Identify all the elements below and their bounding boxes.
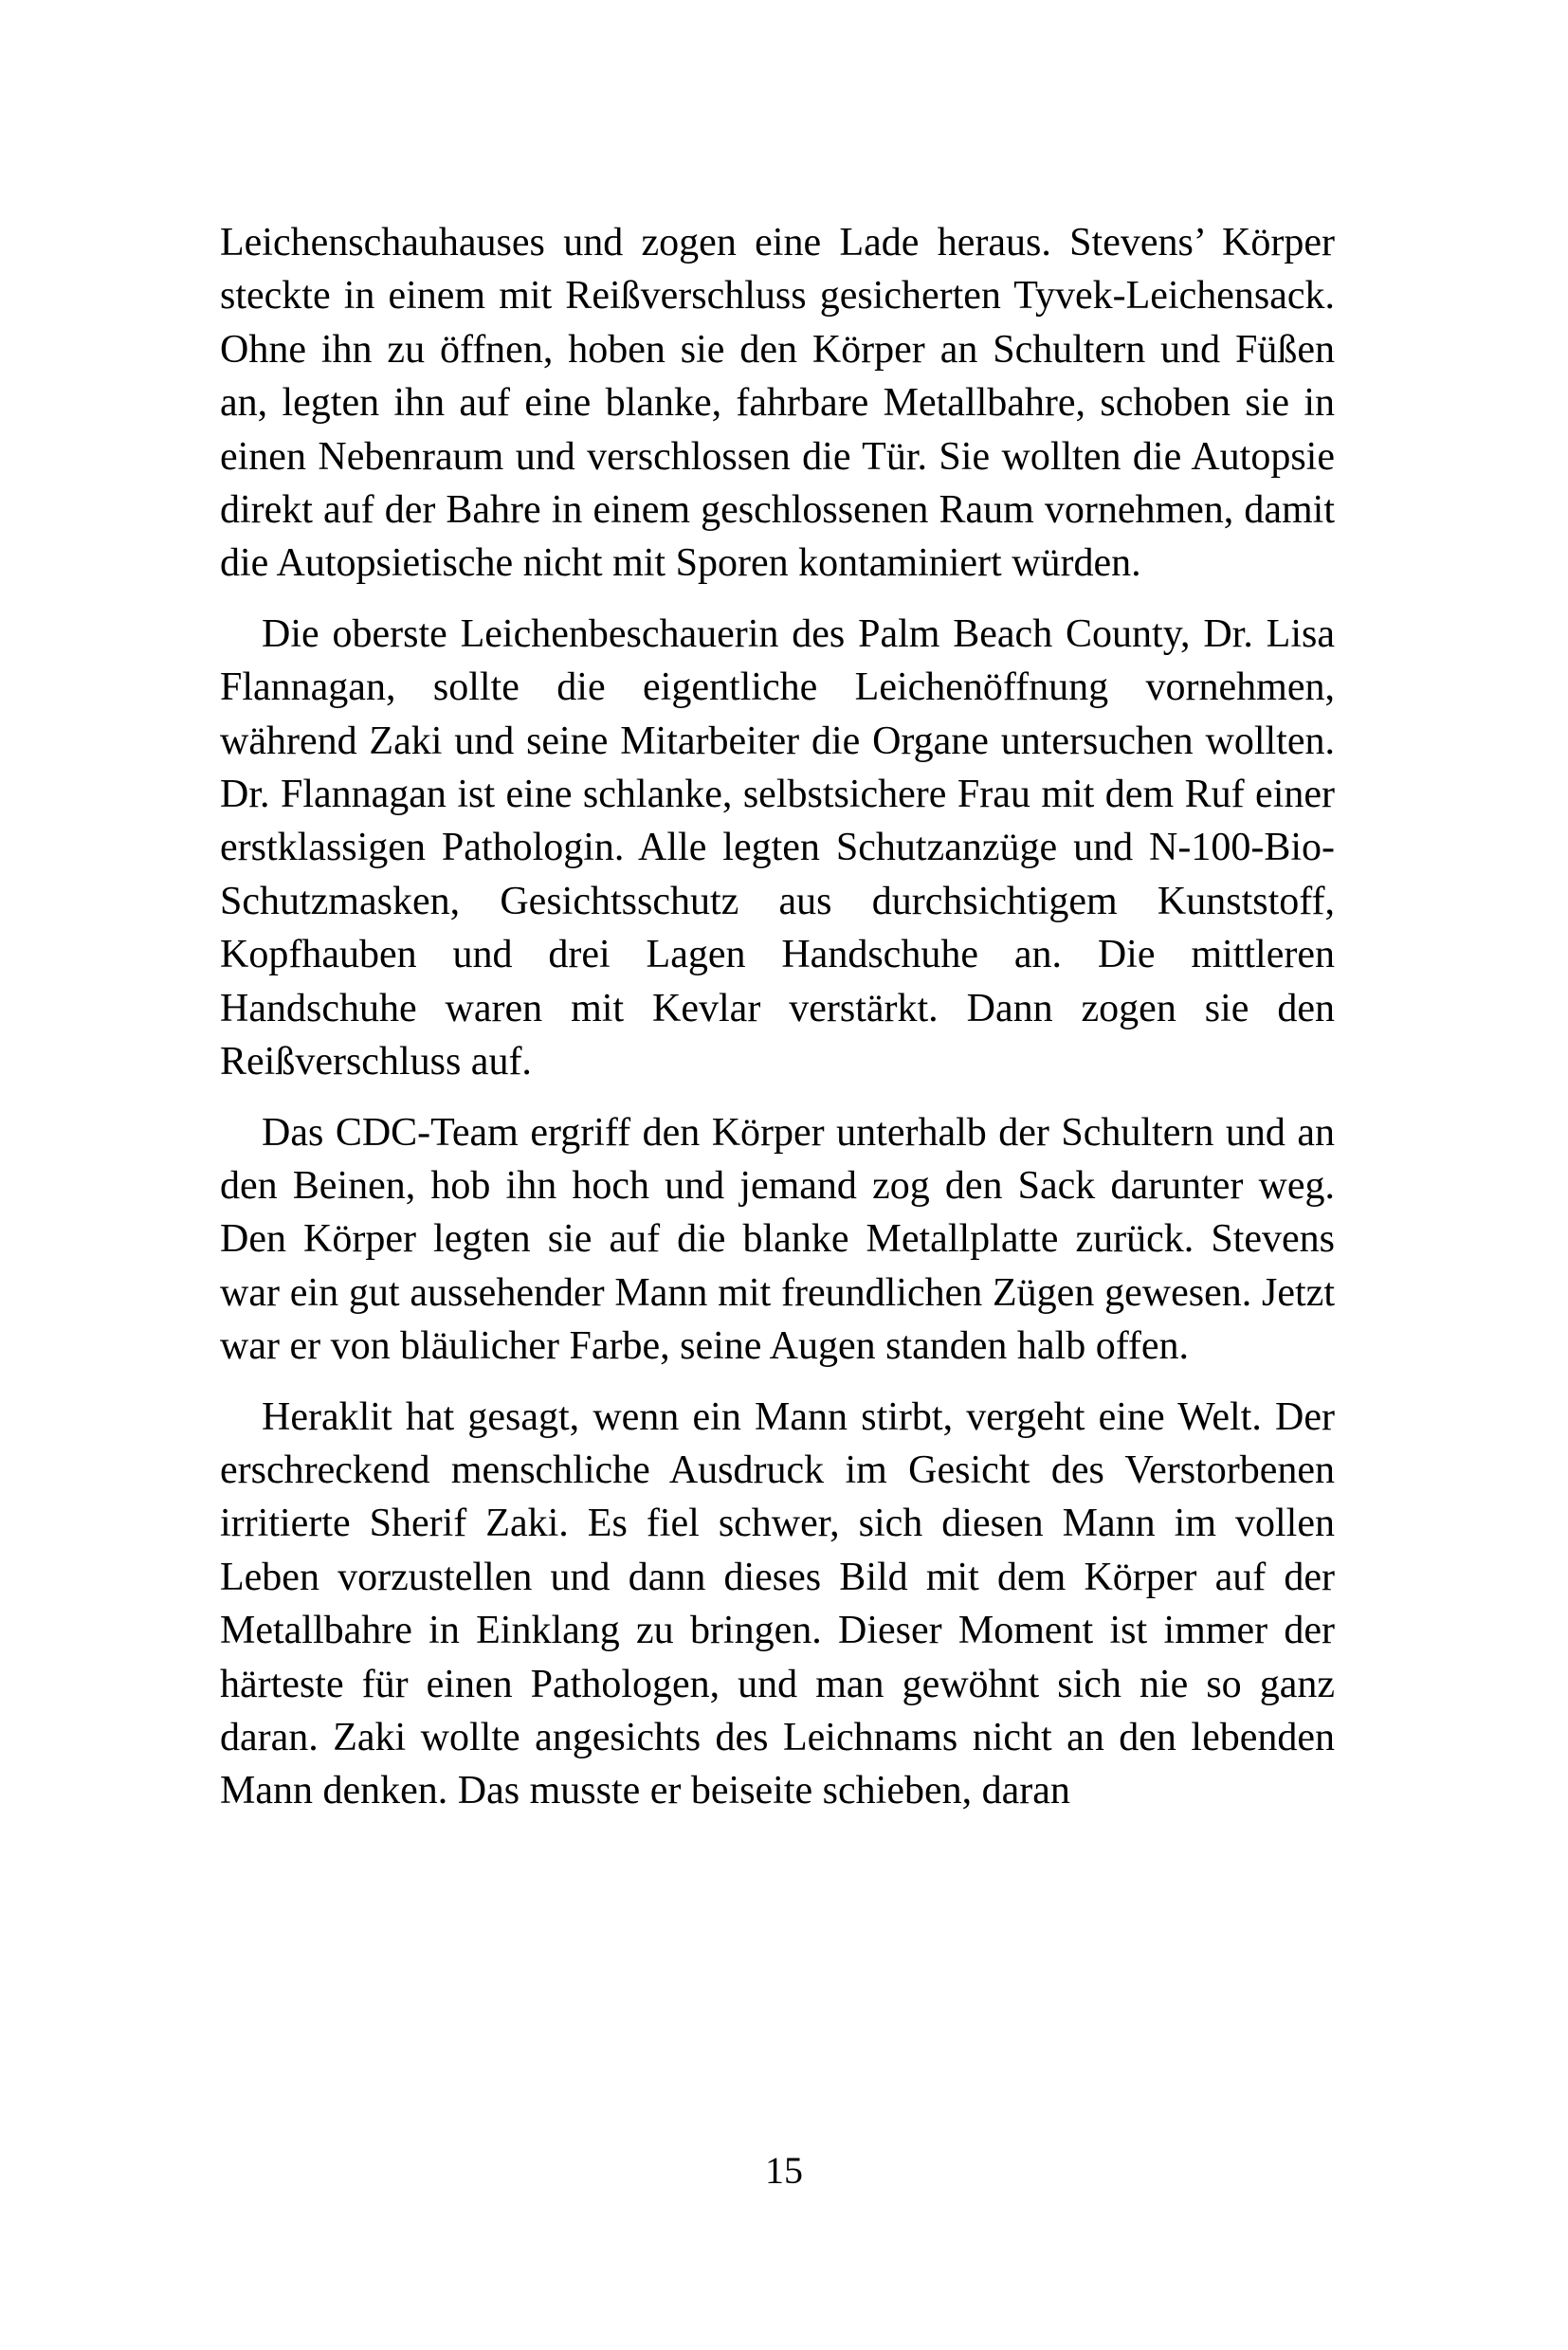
paragraph-3: Das CDC-Team ergriff den Körper unterhalb der Schultern und an den Beinen, hob ihn hoch und jemand zog den Sack darunter weg. Den Körper legten sie auf die blanke Metallplatte zurück. Stevens war ein gut aussehender Mann mit freundlichen Zügen gewesen. Jetzt war er von bläulicher Farbe, seine Augen standen halb offen. — [220, 1110, 1335, 1369]
paragraph-1: Leichenschauhauses und zogen eine Lade heraus. Stevens’ Körper steckte in einem mit Reißverschluss gesicherten Tyvek-Leichensack. Ohne ihn zu öffnen, hoben sie den Körper an Schultern und Füßen an, legten ihn auf eine blanke, fahrbare Metallbahre, schoben sie in einen Nebenraum und verschlossen die Tür. Sie wollten die Autopsie direkt auf der Bahre in einem geschlossenen Raum vornehmen, damit die Autopsietische nicht mit Sporen kontaminiert würden. — [220, 221, 1335, 586]
paragraph-2: Die oberste Leichenbeschauerin des Palm Beach County, Dr. Lisa Flannagan, sollte die eigentliche Leichenöffnung vornehmen, während Zaki und seine Mitarbeiter die Organe untersuchen wollten. Dr. Flannagan ist eine schlanke, selbstsichere Frau mit dem Ruf einer erstklassigen Pathologin. Alle legten Schutzanzüge und N-100-Bio-Schutzmasken, Gesichtsschutz aus durchsichtigem Kunststoff, Kopfhauben und drei Lagen Handschuhe an. Die mittleren Handschuhe waren mit Kevlar verstärkt. Dann zogen sie den Reißverschluss auf. — [220, 611, 1335, 1084]
page-number: 15 — [765, 2149, 803, 2192]
paragraph-4: Heraklit hat gesagt, wenn ein Mann stirbt, vergeht eine Welt. Der erschreckend menschliche Ausdruck im Gesicht des Verstorbenen irritierte Sherif Zaki. Es fiel schwer, sich diesen Mann im vollen Leben vorzustellen und dann dieses Bild mit dem Körper auf der Metallbahre in Einklang zu bringen. Dieser Moment ist immer der härteste für einen Pathologen, und man gewöhnt sich nie so ganz daran. Zaki wollte angesichts des Leichnams nicht an den lebenden Mann denken. Das musste er beiseite schieben, daran — [220, 1394, 1335, 1813]
body-text — [220, 216, 1335, 1818]
